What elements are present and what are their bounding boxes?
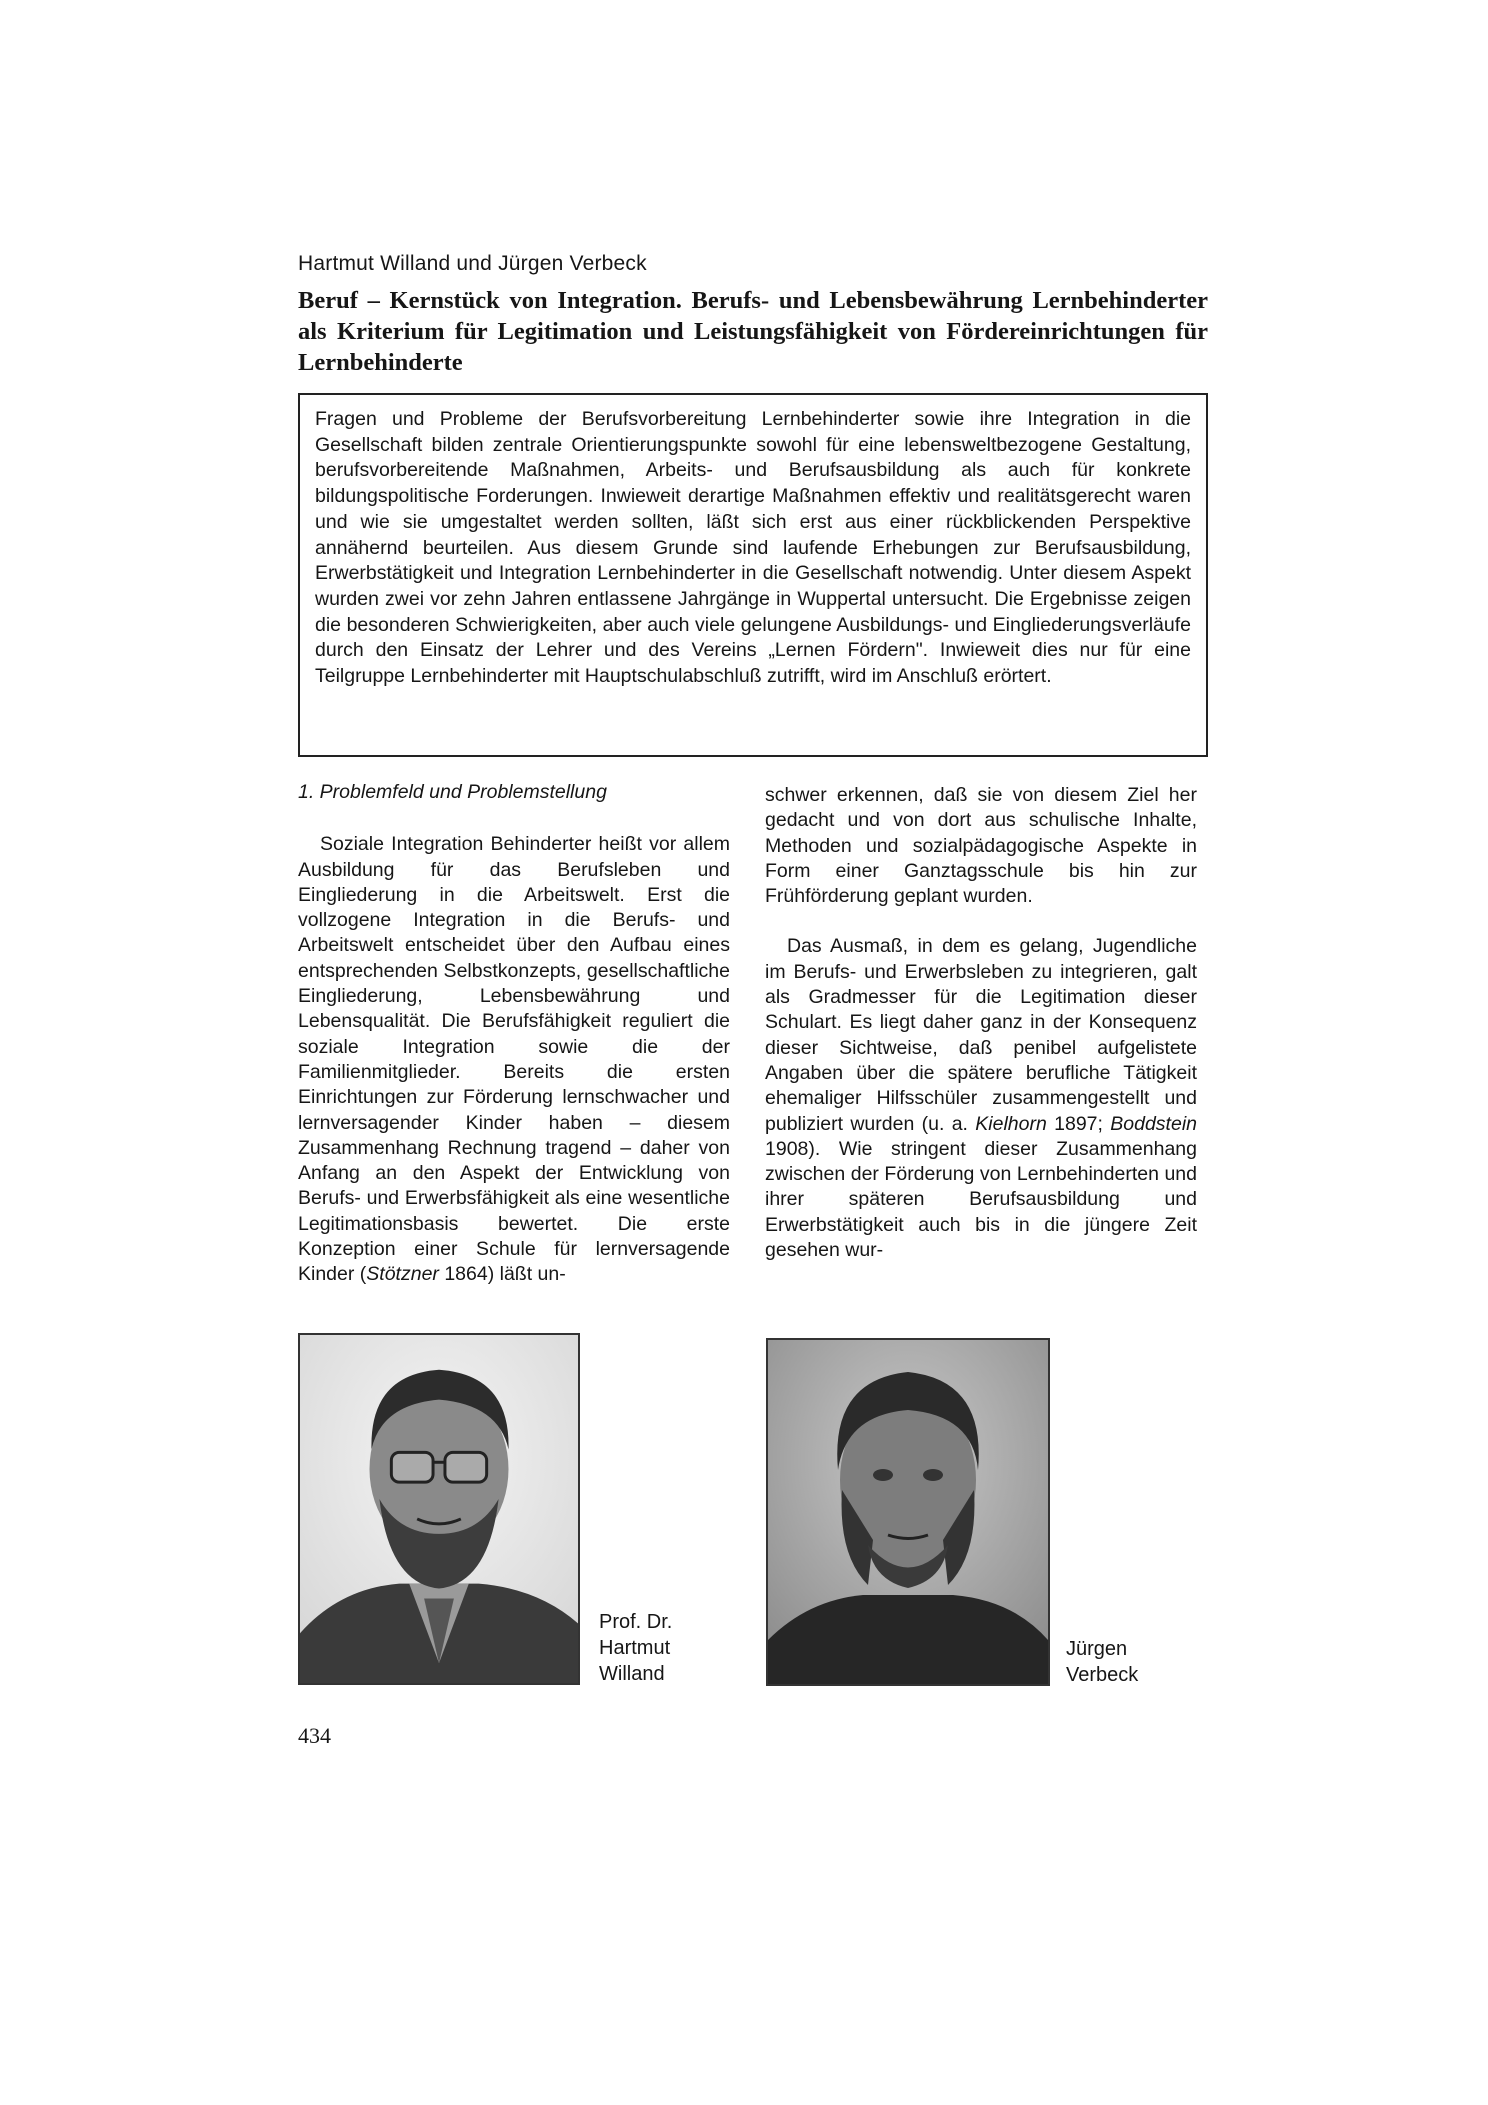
portrait-image: [300, 1335, 578, 1683]
left-paragraph: [298, 832, 730, 1287]
caption-line: Hartmut: [599, 1637, 671, 1659]
caption-line: Willand: [599, 1663, 665, 1685]
caption-line: Prof. Dr.: [599, 1611, 673, 1633]
abstract-box: [298, 393, 1208, 757]
text-run: Das Ausmaß, in dem es gelang, Jugendliche im Berufs- und Erwerbsleben zu integrieren, galt als Gradmesser für die Legitimation dieser Schulart. Es liegt daher ganz in der Konsequenz dieser Sichtweise, daß penibel aufgelistete Angaben über die spätere berufliche Tätigkeit ehemaliger Hilfsschüler zusammengestellt und publiziert wurden (u. a.: [765, 935, 1197, 1135]
article-authors: Hartmut Willand und Jürgen Verbeck: [298, 252, 647, 275]
photo-caption-verbeck: [1066, 1636, 1138, 1688]
photo-caption-willand: [599, 1609, 672, 1687]
right-paragraph: [765, 934, 1197, 1263]
portrait-image: [768, 1340, 1048, 1684]
caption-line: Jürgen: [1066, 1638, 1128, 1660]
right-column: [765, 783, 1197, 1263]
section-heading: 1. Problemfeld und Problemstellung: [298, 781, 607, 803]
article-title: Beruf – Kernstück von Integration. Berufs- und Lebensbewährung Lernbehinderter als Kriterium für Legitimation und Leistungsfähigkeit von Fördereinrichtungen für Lernbehinderte: [298, 287, 1208, 376]
caption-line: Verbeck: [1066, 1664, 1139, 1686]
citation-author: Boddstein: [1110, 1112, 1197, 1135]
citation-author: Stötzner: [366, 1263, 439, 1286]
author-photo-willand: [298, 1333, 580, 1685]
left-column: [298, 780, 730, 1288]
text-run: 1897;: [1046, 1112, 1111, 1135]
text-run: 1864) läßt un-: [438, 1263, 566, 1286]
author-photo-verbeck: [766, 1338, 1050, 1686]
abstract-text: Fragen und Probleme der Berufsvorbereitung Lernbehinderter sowie ihre Integration in die Gesellschaft bilden zentrale Orientierungspunkte sowohl für eine lebensweltbezogene Gestaltung, berufsvorbereitende Maßnahmen, Arbeits- und Berufsausbildung als auch für konkrete bildungspolitische Forderungen. Inwieweit derartige Maßnahmen effektiv und realitätsgerecht waren und wie sie umgestaltet werden sollten, läßt sich erst aus einer rückblickenden Perspektive annähernd beurteilen. Aus diesem Grunde sind laufende Erhebungen zur Berufsausbildung, Erwerbstätigkeit und Integration Lernbehinderter in die Gesellschaft notwendig. Unter diesem Aspekt wurden zwei vor zehn Jahren entlassene Jahrgänge in Wuppertal untersucht. Die Ergebnisse zeigen die besonderen Schwierigkeiten, aber auch viele gelungene Ausbildungs- und Eingliederungsverläufe durch den Einsatz der Lehrer und des Vereins „Lernen Fördern". Inwieweit dies nur für eine Teilgruppe Lernbehinderter mit Hauptschulabschluß zutrifft, wird im Anschluß erörtert.: [315, 408, 1191, 688]
text-run: 1908). Wie stringent dieser Zusammenhang zwischen der Förderung von Lernbehinderten und ihrer späteren Berufsausbildung und Erwerbstätigkeit auch bis in die jüngere Zeit gesehen wur-: [765, 1137, 1197, 1262]
right-paragraph-continuation: schwer erkennen, daß sie von diesem Ziel her gedacht und von dort aus schulische Inhalte, Methoden und sozialpädagogische Aspekte in Form einer Ganztagsschule bis hin zur Frühförderung geplant wurden.: [765, 784, 1197, 908]
citation-author: Kielhorn: [975, 1112, 1047, 1135]
text-run: Soziale Integration Behinderter heißt vor allem Ausbildung für das Berufsleben und Eingliederung in die Arbeitswelt. Erst die vollzogene Integration in die Berufs- und Arbeitswelt entscheidet über den Aufbau eines entsprechenden Selbstkonzepts, gesellschaftliche Eingliederung, Lebensbewährung und Lebensqualität. Die Berufsfähigkeit reguliert die soziale Integration sowie die der Familienmitglieder. Bereits die ersten Einrichtungen zur Förderung lernschwacher und lernversagender Kinder haben – diesem Zusammenhang Rechnung tragend – daher von Anfang an den Aspekt der Entwicklung von Berufs- und Erwerbsfähigkeit als eine wesentliche Legitimationsbasis bewertet. Die erste Konzeption einer Schule für lernversagende Kinder (: [298, 833, 730, 1286]
page-number: 434: [298, 1723, 331, 1748]
